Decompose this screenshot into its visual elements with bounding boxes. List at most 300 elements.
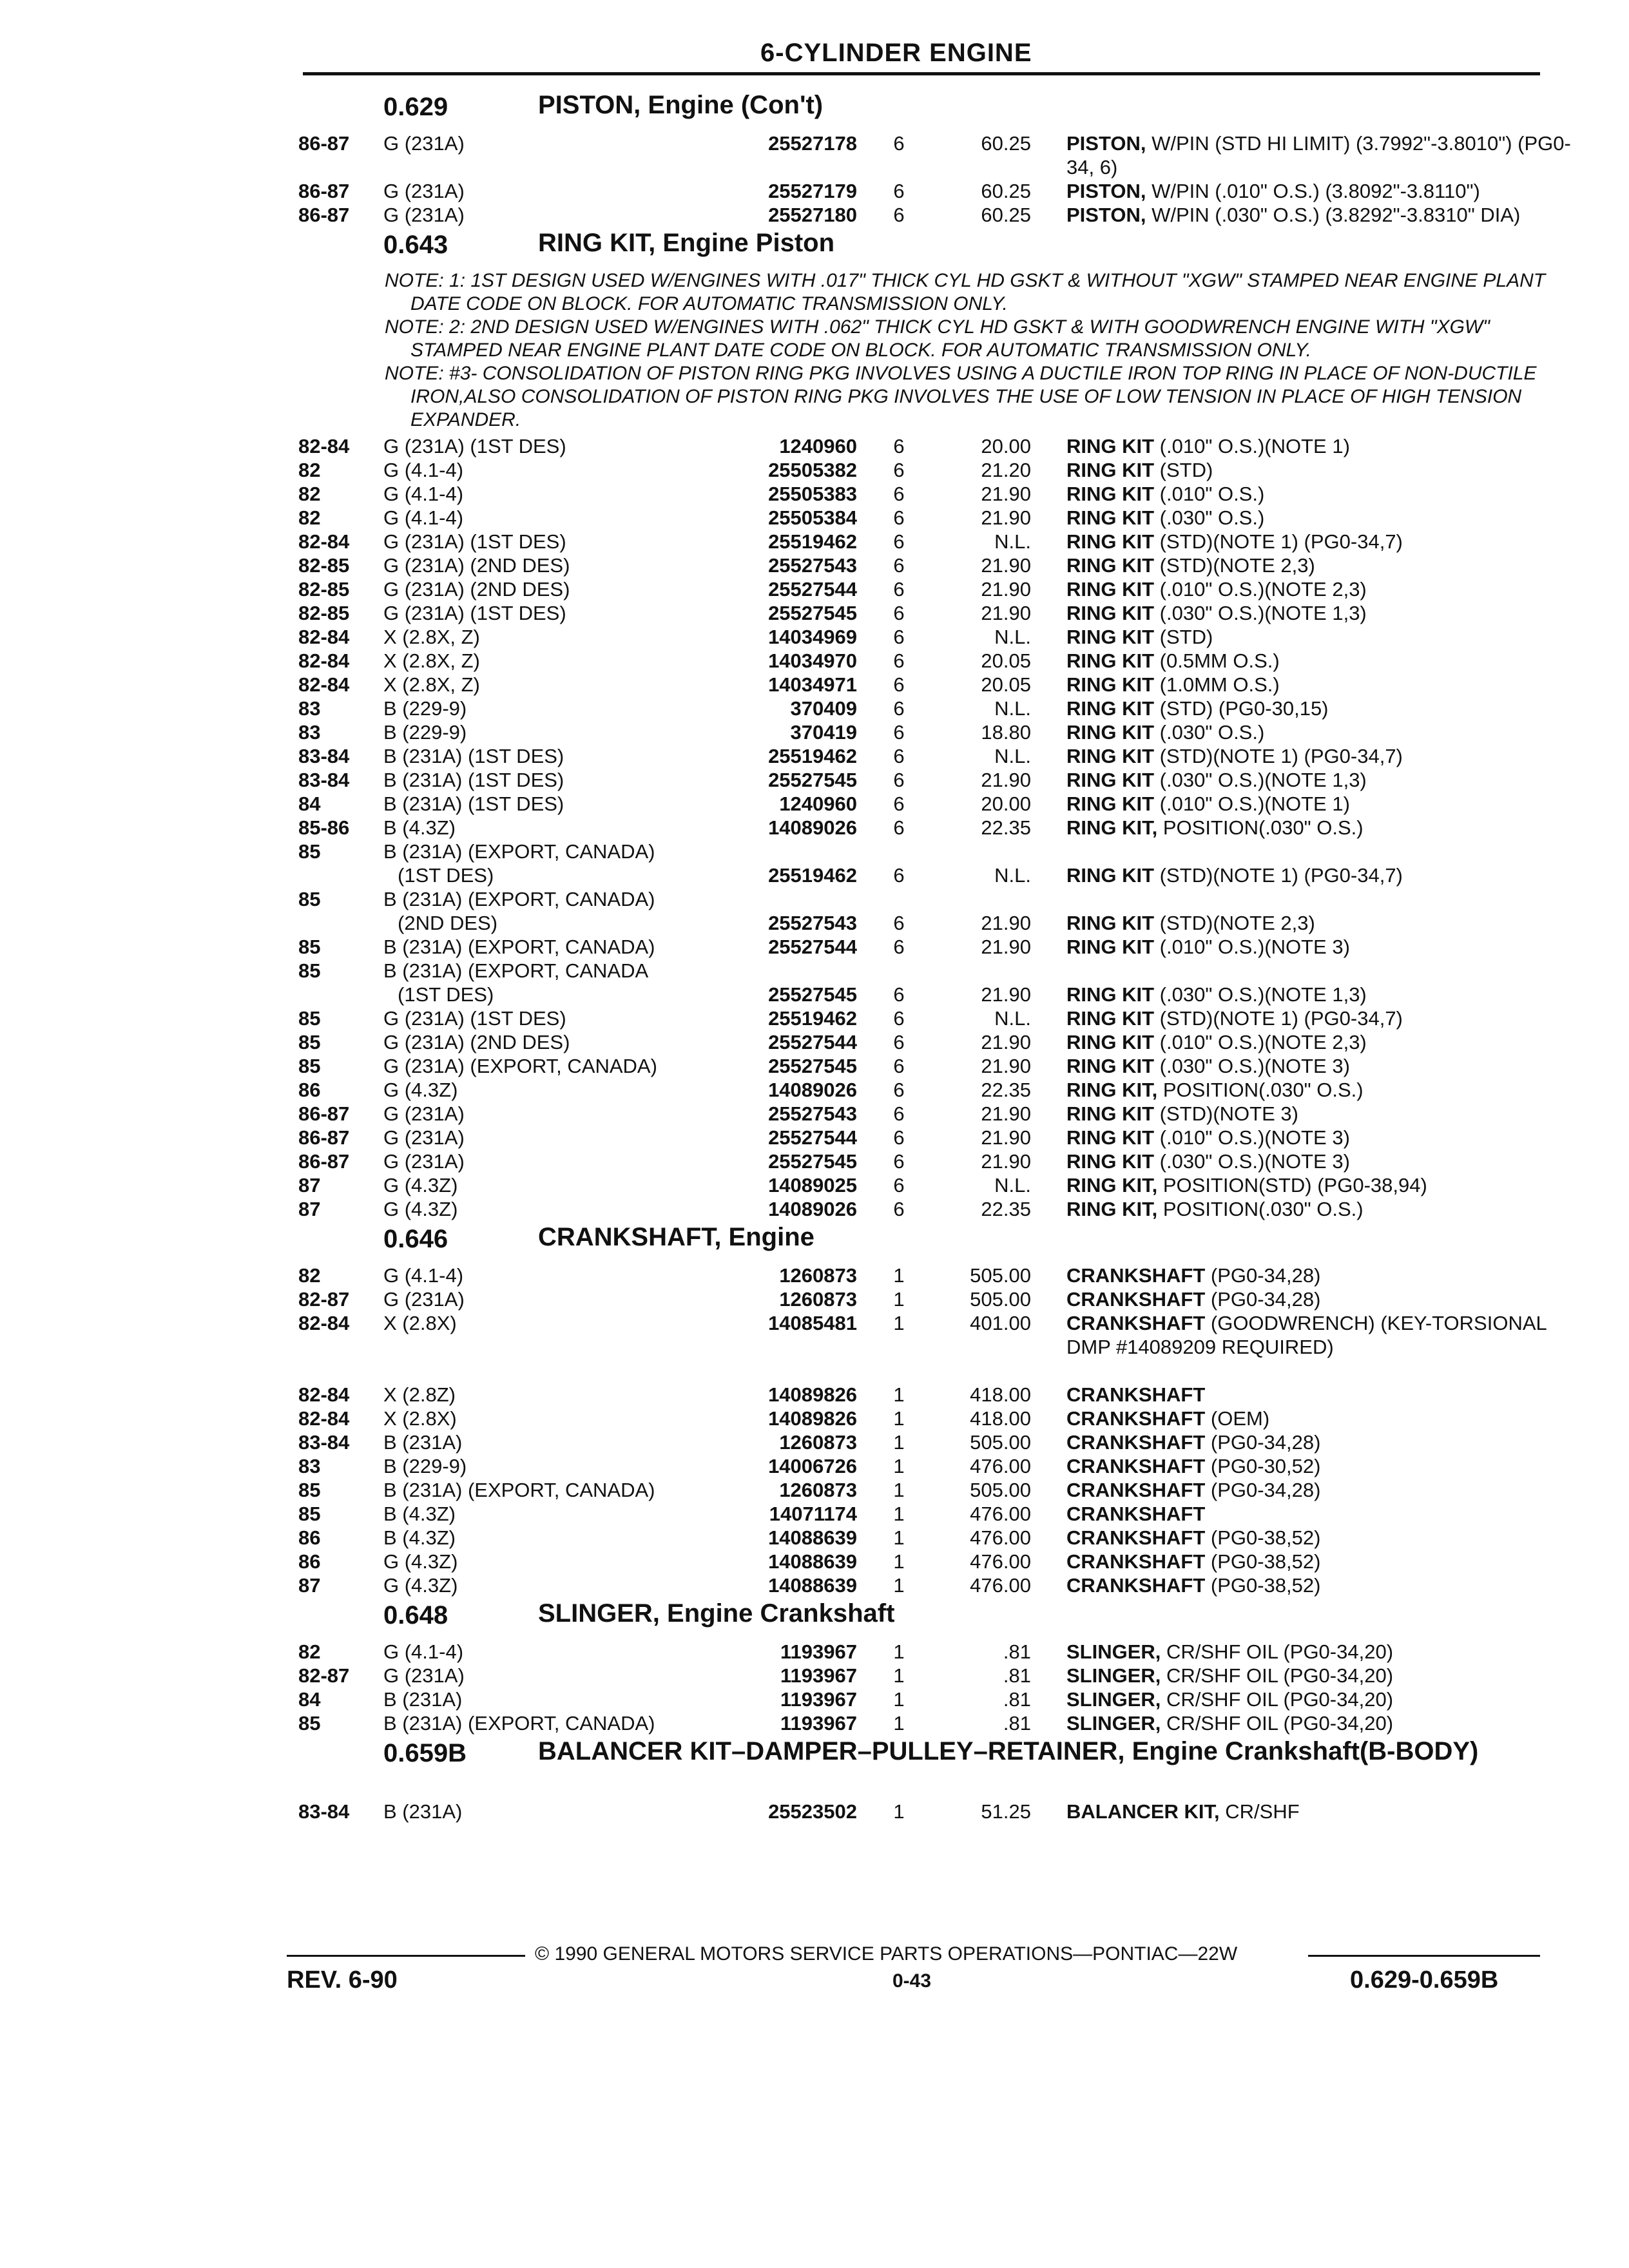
- price: 476.00: [970, 1550, 1031, 1573]
- model-year: 86: [298, 1550, 321, 1573]
- model-code: B (4.3Z): [383, 1503, 456, 1525]
- price: N.L.: [994, 626, 1031, 648]
- part-name: SLINGER,: [1066, 1688, 1161, 1711]
- model-code: B (231A) (EXPORT, CANADA): [383, 1712, 655, 1735]
- catalog-row: [293, 1430, 1550, 1454]
- price: 21.90: [981, 912, 1031, 934]
- catalog-row: [293, 1311, 1550, 1383]
- quantity: 6: [893, 459, 905, 481]
- model-year: 82-87: [298, 1288, 350, 1311]
- price: 22.35: [981, 816, 1031, 839]
- part-name: BALANCER KIT,: [1066, 1800, 1220, 1823]
- part-number: 14034971: [768, 673, 857, 696]
- part-detail: (PG0-34,28): [1205, 1431, 1321, 1454]
- model-year: 86-87: [298, 1150, 350, 1173]
- part-name: RING KIT: [1066, 506, 1155, 529]
- part-number: 25527178: [768, 132, 857, 155]
- model-code: B (231A): [383, 1800, 463, 1823]
- catalog-row: [293, 720, 1550, 744]
- quantity: 6: [893, 1007, 905, 1030]
- price: 21.90: [981, 1150, 1031, 1173]
- model-code: G (4.3Z): [383, 1550, 458, 1573]
- quantity: 1: [893, 1312, 905, 1334]
- price: 20.05: [981, 649, 1031, 672]
- catalog-row: [293, 601, 1550, 625]
- model-year: 83: [298, 721, 321, 744]
- catalog-row: [293, 1640, 1550, 1664]
- model-year: 82-84: [298, 435, 350, 457]
- part-number: 1260873: [779, 1264, 857, 1287]
- model-year: 85: [298, 1031, 321, 1053]
- catalog-row: [293, 625, 1550, 649]
- price: N.L.: [994, 1007, 1031, 1030]
- part-description: [1066, 1573, 1576, 1597]
- part-name: CRANKSHAFT: [1066, 1407, 1206, 1430]
- part-description: [1066, 1126, 1576, 1149]
- part-detail: (.010" O.S.)(NOTE 3): [1154, 1126, 1350, 1149]
- model-year: 87: [298, 1174, 321, 1196]
- part-description: [1066, 131, 1576, 179]
- part-name: RING KIT: [1066, 578, 1155, 601]
- part-description: [1066, 792, 1576, 816]
- price: 21.90: [981, 1102, 1031, 1125]
- part-description: [1066, 1502, 1576, 1526]
- catalog-row: [293, 840, 1550, 887]
- quantity: 6: [893, 912, 905, 934]
- section-number: 0.643: [383, 231, 448, 259]
- page-number: 0-43: [892, 1970, 932, 1992]
- note-text: NOTE: #3- CONSOLIDATION OF PISTON RING PKG INVOLVES USING A DUCTILE IRON TOP RING IN PLACE OF NON-DUCTILE IRON,ALSO CONSOLIDATION OF PISTON RING PKG INVOLVES THE USE OF LOW TENSION IN PLACE OF HIGH TENSION EXPANDER.: [385, 363, 1537, 430]
- model-year: 82-84: [298, 1407, 350, 1430]
- part-number: 1260873: [779, 1431, 857, 1454]
- model-year: 82-85: [298, 602, 350, 624]
- parts-catalog-body: [293, 89, 1571, 1823]
- catalog-row: [293, 1407, 1550, 1430]
- part-number: 25527544: [768, 1126, 857, 1149]
- model-year: 86-87: [298, 204, 350, 226]
- part-description: [1066, 553, 1576, 577]
- quantity: 6: [893, 721, 905, 744]
- model-year: 82-84: [298, 1312, 350, 1334]
- price: 476.00: [970, 1455, 1031, 1477]
- catalog-section: [293, 1597, 1550, 1735]
- part-number: 1193967: [780, 1712, 857, 1735]
- catalog-row: [293, 506, 1550, 530]
- part-name: RING KIT: [1066, 721, 1155, 744]
- model-year: 85: [298, 1479, 321, 1501]
- part-detail: (STD) (PG0-30,15): [1154, 697, 1329, 720]
- part-number: 1240960: [779, 793, 857, 815]
- catalog-row: [293, 1287, 1550, 1311]
- part-description: [1066, 1478, 1576, 1502]
- model-code: G (231A) (1ST DES): [383, 530, 566, 553]
- quantity: 1: [893, 1503, 905, 1525]
- part-detail: (.010" O.S.)(NOTE 3): [1154, 936, 1350, 958]
- model-year: 82-84: [298, 1383, 350, 1406]
- model-code: G (231A) (2ND DES): [383, 578, 570, 601]
- model-code: X (2.8X): [383, 1312, 457, 1334]
- part-detail: POSITION(.030" O.S.): [1157, 1079, 1364, 1101]
- part-detail: (OEM): [1205, 1407, 1270, 1430]
- quantity: 1: [893, 1550, 905, 1573]
- model-code: G (231A) (1ST DES): [383, 1007, 566, 1030]
- catalog-row: [293, 1006, 1550, 1030]
- part-description: [1066, 577, 1576, 601]
- model-year: 82-84: [298, 626, 350, 648]
- model-code: G (231A) (2ND DES): [383, 1031, 570, 1053]
- model-code: G (231A) (1ST DES): [383, 602, 566, 624]
- part-number: 14088639: [768, 1574, 857, 1597]
- part-detail: (.030" O.S.)(NOTE 1,3): [1154, 769, 1367, 791]
- section-heading: [293, 1597, 1550, 1640]
- part-description: [1066, 1149, 1576, 1173]
- model-year: 85: [298, 936, 321, 958]
- catalog-row: [293, 1173, 1550, 1197]
- quantity: 6: [893, 554, 905, 577]
- part-name: RING KIT: [1066, 602, 1155, 624]
- part-name: PISTON,: [1066, 132, 1146, 155]
- part-name: CRANKSHAFT: [1066, 1264, 1206, 1287]
- part-description: [1066, 720, 1576, 744]
- price: 505.00: [970, 1264, 1031, 1287]
- page-title: 6-CYLINDER ENGINE: [760, 39, 1032, 67]
- part-name: RING KIT: [1066, 697, 1155, 720]
- part-description: [1066, 1550, 1576, 1573]
- quantity: 6: [893, 1102, 905, 1125]
- model-year: 82: [298, 483, 321, 505]
- quantity: 6: [893, 578, 905, 601]
- part-detail: (.010" O.S.)(NOTE 1): [1154, 435, 1350, 457]
- part-detail: (STD)(NOTE 2,3): [1154, 912, 1315, 934]
- price: N.L.: [994, 864, 1031, 887]
- model-year: 82-85: [298, 554, 350, 577]
- copyright-line: © 1990 GENERAL MOTORS SERVICE PARTS OPERATIONS—PONTIAC—22W: [535, 1943, 1238, 1965]
- catalog-row: [293, 1454, 1550, 1478]
- catalog-row: [293, 792, 1550, 816]
- catalog-row: [293, 1054, 1550, 1078]
- part-name: CRANKSHAFT: [1066, 1288, 1206, 1311]
- part-description: [1066, 983, 1576, 1006]
- part-number: 25527179: [768, 180, 857, 202]
- part-number: 1260873: [779, 1479, 857, 1501]
- model-code: G (231A): [383, 204, 465, 226]
- part-description: [1066, 1006, 1576, 1030]
- model-code: B (229-9): [383, 1455, 467, 1477]
- part-detail: CR/SHF OIL (PG0-34,20): [1161, 1688, 1394, 1711]
- part-number: 25527543: [768, 1102, 857, 1125]
- part-name: RING KIT: [1066, 1031, 1155, 1053]
- part-detail: (GOODWRENCH) (KEY-TORSIONAL DMP #14089209 REQUIRED): [1066, 1312, 1547, 1358]
- model-code: G (4.1-4): [383, 1640, 464, 1663]
- part-description: [1066, 816, 1576, 840]
- part-detail: (.030" O.S.)(NOTE 3): [1154, 1150, 1350, 1173]
- model-code-cont-text: (1ST DES): [398, 864, 494, 887]
- catalog-row: [293, 577, 1550, 601]
- model-code: B (231A) (EXPORT, CANADA): [383, 840, 655, 863]
- model-code: X (2.8Z): [383, 1383, 456, 1406]
- model-year: 82: [298, 506, 321, 529]
- part-number: 1193967: [780, 1688, 857, 1711]
- model-code: G (231A) (2ND DES): [383, 554, 570, 577]
- model-code: G (4.3Z): [383, 1079, 458, 1101]
- model-code: G (231A) (EXPORT, CANADA): [383, 1055, 657, 1077]
- price: N.L.: [994, 745, 1031, 767]
- part-name: RING KIT: [1066, 769, 1155, 791]
- part-description: [1066, 1054, 1576, 1078]
- model-year: 85: [298, 888, 321, 910]
- model-year: 82: [298, 1264, 321, 1287]
- quantity: 6: [893, 1150, 905, 1173]
- part-name: PISTON,: [1066, 204, 1146, 226]
- part-description: [1066, 744, 1576, 768]
- part-description: [1066, 673, 1576, 697]
- part-number: 14089026: [768, 1079, 857, 1101]
- model-code: B (231A) (EXPORT, CANADA: [383, 959, 649, 982]
- catalog-row: [293, 1550, 1550, 1573]
- catalog-row: [293, 1102, 1550, 1126]
- part-description: [1066, 203, 1576, 227]
- model-code: B (231A) (1ST DES): [383, 793, 564, 815]
- section-title: BALANCER KIT–DAMPER–PULLEY–RETAINER, Engine Crankshaft(B-BODY): [538, 1737, 1479, 1765]
- part-number: 25523502: [768, 1800, 857, 1823]
- model-year: 86: [298, 1079, 321, 1101]
- part-number: 25505383: [768, 483, 857, 505]
- part-description: [1066, 1407, 1576, 1430]
- part-detail: CR/SHF OIL (PG0-34,20): [1161, 1640, 1394, 1663]
- quantity: 6: [893, 649, 905, 672]
- section-title: RING KIT, Engine Piston: [538, 229, 835, 257]
- part-name: RING KIT: [1066, 673, 1155, 696]
- part-description: [1066, 1526, 1576, 1550]
- part-name: RING KIT: [1066, 864, 1155, 887]
- model-code: G (4.3Z): [383, 1174, 458, 1196]
- price: 21.90: [981, 506, 1031, 529]
- quantity: 6: [893, 132, 905, 155]
- model-code: G (231A): [383, 180, 465, 202]
- part-detail: (1.0MM O.S.): [1154, 673, 1280, 696]
- model-code: G (231A): [383, 1126, 465, 1149]
- part-number: 25505382: [768, 459, 857, 481]
- price: 418.00: [970, 1383, 1031, 1406]
- quantity: 1: [893, 1479, 905, 1501]
- price: 21.90: [981, 602, 1031, 624]
- model-year: 85: [298, 1503, 321, 1525]
- model-code: G (231A): [383, 1102, 465, 1125]
- part-name: CRANKSHAFT: [1066, 1431, 1206, 1454]
- model-year: 82-84: [298, 649, 350, 672]
- part-number: 25527545: [768, 602, 857, 624]
- model-code: G (4.3Z): [383, 1198, 458, 1220]
- section-heading: [293, 1221, 1550, 1264]
- catalog-row: [293, 203, 1550, 227]
- quantity: 6: [893, 602, 905, 624]
- quantity: 6: [893, 745, 905, 767]
- part-name: RING KIT: [1066, 649, 1155, 672]
- price: 21.90: [981, 936, 1031, 958]
- model-code-cont: [383, 863, 746, 887]
- price: 51.25: [981, 1800, 1031, 1823]
- model-code-cont-text: (2ND DES): [398, 912, 498, 934]
- model-code: G (4.1-4): [383, 459, 464, 481]
- section-heading: [293, 89, 1550, 131]
- quantity: 6: [893, 864, 905, 887]
- part-description: [1066, 1030, 1576, 1054]
- model-code: B (4.3Z): [383, 816, 456, 839]
- price: 21.90: [981, 983, 1031, 1006]
- model-year: 86-87: [298, 180, 350, 202]
- quantity: 6: [893, 793, 905, 815]
- part-number: 14088639: [768, 1550, 857, 1573]
- part-description: [1066, 1264, 1576, 1287]
- catalog-row: [293, 673, 1550, 697]
- quantity: 6: [893, 626, 905, 648]
- quantity: 6: [893, 180, 905, 202]
- model-year: 84: [298, 793, 321, 815]
- model-year: 83-84: [298, 769, 350, 791]
- price: .81: [1003, 1688, 1031, 1711]
- part-name: RING KIT: [1066, 1055, 1155, 1077]
- quantity: 6: [893, 816, 905, 839]
- part-description: [1066, 434, 1576, 458]
- quantity: 6: [893, 530, 905, 553]
- part-name: CRANKSHAFT: [1066, 1503, 1206, 1525]
- part-number: 25527544: [768, 1031, 857, 1053]
- part-number: 25527180: [768, 204, 857, 226]
- part-number: 14034969: [768, 626, 857, 648]
- price: 21.90: [981, 1126, 1031, 1149]
- part-number: 1193967: [780, 1664, 857, 1687]
- part-name: RING KIT: [1066, 483, 1155, 505]
- part-detail: (.010" O.S.)(NOTE 2,3): [1154, 1031, 1367, 1053]
- footer-rule-left: [287, 1955, 525, 1957]
- part-detail: (STD): [1154, 626, 1213, 648]
- model-code: B (229-9): [383, 697, 467, 720]
- part-number: 14089826: [768, 1383, 857, 1406]
- part-name: CRANKSHAFT: [1066, 1455, 1206, 1477]
- model-year: 83-84: [298, 1431, 350, 1454]
- model-year: 82: [298, 459, 321, 481]
- quantity: 6: [893, 204, 905, 226]
- model-code: B (231A) (EXPORT, CANADA): [383, 936, 655, 958]
- quantity: 1: [893, 1688, 905, 1711]
- note-text: NOTE: 1: 1ST DESIGN USED W/ENGINES WITH .017" THICK CYL HD GSKT & WITHOUT "XGW" STAMPED NEAR ENGINE PLANT DATE CODE ON BLOCK. FOR AUTOMATIC TRANSMISSION ONLY.: [385, 270, 1546, 314]
- header-rule: [303, 72, 1540, 75]
- part-name: RING KIT,: [1066, 1079, 1158, 1101]
- part-detail: CR/SHF OIL (PG0-34,20): [1161, 1712, 1394, 1735]
- model-code: G (4.3Z): [383, 1574, 458, 1597]
- model-year: 83: [298, 1455, 321, 1477]
- part-number: 25505384: [768, 506, 857, 529]
- part-number: 1240960: [779, 435, 857, 457]
- price: N.L.: [994, 530, 1031, 553]
- catalog-row: [293, 434, 1550, 458]
- part-detail: W/PIN (.010" O.S.) (3.8092"-3.8110"): [1146, 180, 1480, 202]
- price: 18.80: [981, 721, 1031, 744]
- part-description: [1066, 1197, 1576, 1221]
- quantity: 1: [893, 1407, 905, 1430]
- part-name: PISTON,: [1066, 180, 1146, 202]
- model-year: 87: [298, 1198, 321, 1220]
- part-description: [1066, 1102, 1576, 1126]
- catalog-section: [293, 1221, 1550, 1597]
- part-name: RING KIT: [1066, 936, 1155, 958]
- part-name: SLINGER,: [1066, 1664, 1161, 1687]
- part-detail: (STD)(NOTE 3): [1154, 1102, 1298, 1125]
- price: 21.90: [981, 554, 1031, 577]
- model-code: B (231A) (1ST DES): [383, 745, 564, 767]
- part-detail: POSITION(.030" O.S.): [1157, 816, 1364, 839]
- catalog-row: [293, 1526, 1550, 1550]
- part-description: [1066, 697, 1576, 720]
- model-code: B (231A) (1ST DES): [383, 769, 564, 791]
- part-detail: CR/SHF OIL (PG0-34,20): [1161, 1664, 1394, 1687]
- part-detail: (.030" O.S.)(NOTE 3): [1154, 1055, 1350, 1077]
- model-year: 82: [298, 1640, 321, 1663]
- part-description: [1066, 1800, 1576, 1823]
- part-name: RING KIT: [1066, 1126, 1155, 1149]
- part-number: 370409: [790, 697, 857, 720]
- quantity: 6: [893, 769, 905, 791]
- part-description: [1066, 530, 1576, 553]
- catalog-section: [293, 227, 1550, 1221]
- part-description: [1066, 1687, 1576, 1711]
- part-number: 14034970: [768, 649, 857, 672]
- model-year: 83-84: [298, 1800, 350, 1823]
- model-code: G (231A): [383, 1664, 465, 1687]
- model-code: G (4.1-4): [383, 483, 464, 505]
- part-detail: (STD)(NOTE 1) (PG0-34,7): [1154, 530, 1403, 553]
- model-year: 86-87: [298, 1102, 350, 1125]
- model-code-cont-text: (1ST DES): [398, 983, 494, 1006]
- part-number: 14085481: [768, 1312, 857, 1334]
- part-detail: (PG0-30,52): [1205, 1455, 1321, 1477]
- part-number: 14089025: [768, 1174, 857, 1196]
- model-year: 84: [298, 1688, 321, 1711]
- part-detail: (.010" O.S.)(NOTE 1): [1154, 793, 1350, 815]
- quantity: 6: [893, 1126, 905, 1149]
- part-name: CRANKSHAFT: [1066, 1479, 1206, 1501]
- part-description: [1066, 911, 1576, 935]
- quantity: 1: [893, 1712, 905, 1735]
- part-detail: (PG0-34,28): [1205, 1288, 1321, 1311]
- footer-rule-right: [1308, 1955, 1540, 1957]
- quantity: 1: [893, 1526, 905, 1549]
- model-code: X (2.8X): [383, 1407, 457, 1430]
- quantity: 1: [893, 1574, 905, 1597]
- part-description: [1066, 1711, 1576, 1735]
- part-description: [1066, 1640, 1576, 1664]
- part-name: RING KIT,: [1066, 1198, 1158, 1220]
- quantity: 1: [893, 1431, 905, 1454]
- part-name: RING KIT: [1066, 983, 1155, 1006]
- price: 505.00: [970, 1479, 1031, 1501]
- revision-label: REV. 6-90: [287, 1966, 398, 1994]
- part-name: RING KIT: [1066, 745, 1155, 767]
- catalog-row: [293, 458, 1550, 482]
- price: .81: [1003, 1640, 1031, 1663]
- part-name: SLINGER,: [1066, 1640, 1161, 1663]
- price: 60.25: [981, 204, 1031, 226]
- catalog-row: [293, 1126, 1550, 1149]
- catalog-row: [293, 1264, 1550, 1287]
- part-detail: (PG0-34,28): [1205, 1264, 1321, 1287]
- catalog-row: [293, 649, 1550, 673]
- catalog-row: [293, 1078, 1550, 1102]
- part-name: RING KIT: [1066, 1150, 1155, 1173]
- quantity: 1: [893, 1640, 905, 1663]
- model-year: 85-86: [298, 816, 350, 839]
- price: 22.35: [981, 1198, 1031, 1220]
